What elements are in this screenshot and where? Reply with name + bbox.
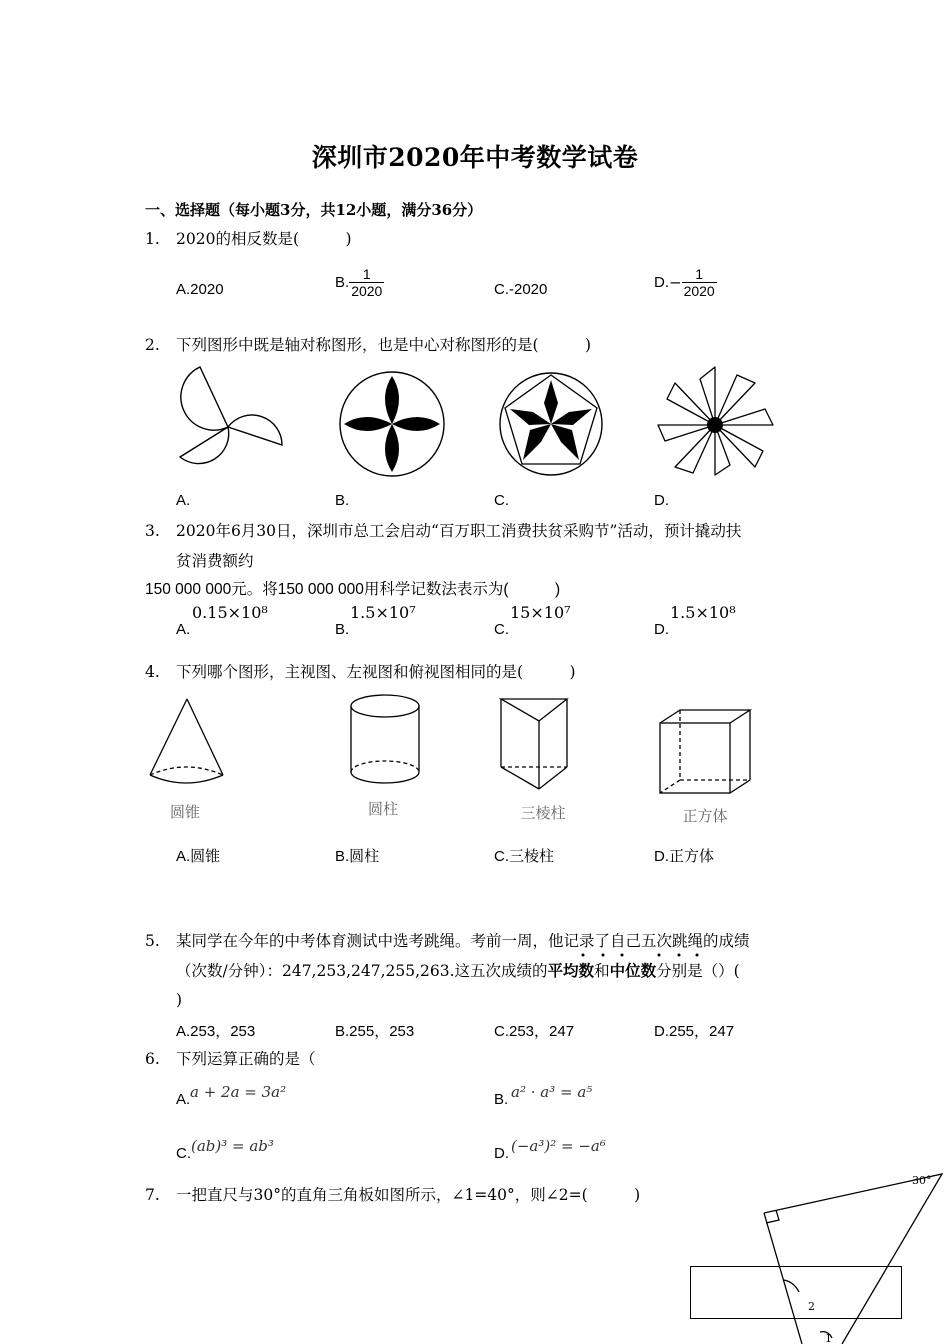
q3-text-line2: 贫消费额约	[176, 552, 254, 570]
q1-option-a: A.2020	[176, 281, 224, 298]
q4-caption-cylinder: 圆柱	[367, 800, 399, 818]
q2-figure-a-pinwheel	[170, 365, 285, 475]
q3-option-b-math: 1.5×10⁷	[350, 603, 416, 622]
q4-caption-cube: 正方体	[682, 807, 728, 825]
q4-option-b: B.圆柱	[335, 848, 380, 865]
q3-option-c-math: 15×10⁷	[510, 603, 571, 622]
q1-option-c: C.-2020	[494, 281, 548, 298]
q6-option-a-math: a + 2a = 3a²	[190, 1083, 287, 1101]
q4-figure-cylinder	[345, 692, 430, 824]
q4-figure-triangular-prism	[495, 695, 580, 827]
q6-option-b-label: B.	[494, 1091, 509, 1108]
q1-text: 2020的相反数是( )	[176, 230, 352, 248]
q1-option-b-fraction	[349, 266, 384, 299]
q2-option-a: A.	[176, 492, 191, 509]
denominator: 2020	[351, 283, 383, 299]
q7-figure-triangle	[680, 1160, 950, 1344]
q2-figure-d-eight-blades	[655, 365, 777, 477]
q6-option-c-label: C.	[176, 1145, 191, 1162]
q7-label-30: 30°	[912, 1174, 932, 1187]
q1-option-b-label: B.	[335, 274, 350, 291]
q1-option-d	[654, 266, 717, 299]
q3-option-a-label: A.	[176, 621, 191, 638]
q5-option-c: C.253，247	[494, 1023, 575, 1040]
q5-text-post: 分别是（）(	[656, 962, 740, 980]
q2-option-c: C.	[494, 492, 509, 509]
q4-text: 下列哪个图形，主视图、左视图和俯视图相同的是( )	[176, 663, 576, 681]
q3-text-line1: 2020年6月30日，深圳市总工会启动“百万职工消费扶贫采购节”活动，预计撬动扶	[176, 522, 742, 540]
q3-option-d-math: 1.5×10⁸	[670, 603, 736, 622]
emphasis-dots	[575, 952, 705, 960]
q3-option-b-label: B.	[335, 621, 350, 638]
q4-caption-prism: 三棱柱	[520, 804, 566, 822]
q3-option-d-label: D.	[654, 621, 669, 638]
page-title: 深圳市2020年中考数学试卷	[311, 143, 639, 172]
q2-option-b: B.	[335, 492, 350, 509]
q2-figure-b-flower-circle	[336, 368, 448, 480]
numerator: 1	[682, 266, 717, 283]
q7-text: 一把直尺与30°的直角三角板如图所示，∠1=40°，则∠2=( )	[176, 1186, 641, 1204]
q3-text-line3: 150 000 000元。将150 000 000用科学记数法表示为( )	[145, 581, 561, 598]
q5-option-d: D.255，247	[654, 1023, 735, 1040]
q4-option-c: C.三棱柱	[494, 848, 555, 865]
q6-option-a-label: A.	[176, 1091, 191, 1108]
minus-sign: −	[669, 273, 682, 292]
q4-figure-cone	[145, 695, 235, 825]
q7-label-1: 1	[825, 1332, 832, 1344]
q2-figure-c-star-pentagon	[497, 370, 605, 478]
q6-option-d-label: D.	[494, 1145, 509, 1162]
q6-option-c-math: (ab)³ = ab³	[191, 1137, 274, 1155]
q1-option-d-label: D.	[654, 274, 669, 291]
q4-option-a: A.圆锥	[176, 848, 221, 865]
q2-number: 2.	[145, 336, 160, 354]
q6-option-b-math: a² · a³ = a⁵	[511, 1083, 593, 1101]
q7-number: 7.	[145, 1186, 160, 1204]
q5-number: 5.	[145, 932, 160, 950]
q5-text-line3: )	[176, 991, 183, 1009]
section-heading: 一、选择题（每小题3分，共12小题，满分36分）	[145, 201, 483, 219]
emphasis-median-text: 中位数	[609, 961, 657, 980]
q4-caption-cone: 圆锥	[169, 803, 201, 821]
q4-number: 4.	[145, 663, 160, 681]
q5-text-pre: （次数/分钟）：247,253,247,255,263.这五次成绩的	[176, 962, 548, 980]
q5-text-mid: 和	[594, 962, 610, 980]
q2-text: 下列图形中既是轴对称图形，也是中心对称图形的是( )	[176, 336, 592, 354]
q7-label-2: 2	[808, 1300, 815, 1313]
q5-option-b: B.255，253	[335, 1023, 415, 1040]
q3-option-c-label: C.	[494, 621, 509, 638]
q5-option-a: A.253，253	[176, 1023, 256, 1040]
q4-option-d: D.正方体	[654, 848, 715, 865]
emphasis-average	[548, 961, 595, 980]
q1-number: 1.	[145, 230, 160, 248]
emphasis-median	[610, 961, 657, 980]
q5-text-line2	[176, 956, 740, 986]
q6-option-d-math: (−a³)² = −a⁶	[511, 1137, 606, 1155]
q3-option-a-math: 0.15×10⁸	[192, 603, 268, 622]
denominator: 2020	[683, 283, 715, 299]
q4-figure-cube	[655, 705, 755, 830]
q6-text: 下列运算正确的是（	[176, 1050, 316, 1068]
q1-option-b	[335, 266, 384, 299]
emphasis-average-text: 平均数	[547, 961, 595, 980]
q2-option-d: D.	[654, 492, 669, 509]
q1-option-d-fraction	[682, 266, 717, 299]
q6-number: 6.	[145, 1050, 160, 1068]
q5-text-line1: 某同学在今年的中考体育测试中选考跳绳。考前一周，他记录了自己五次跳绳的成绩	[176, 932, 750, 950]
numerator: 1	[349, 266, 384, 283]
q3-number: 3.	[145, 522, 160, 540]
